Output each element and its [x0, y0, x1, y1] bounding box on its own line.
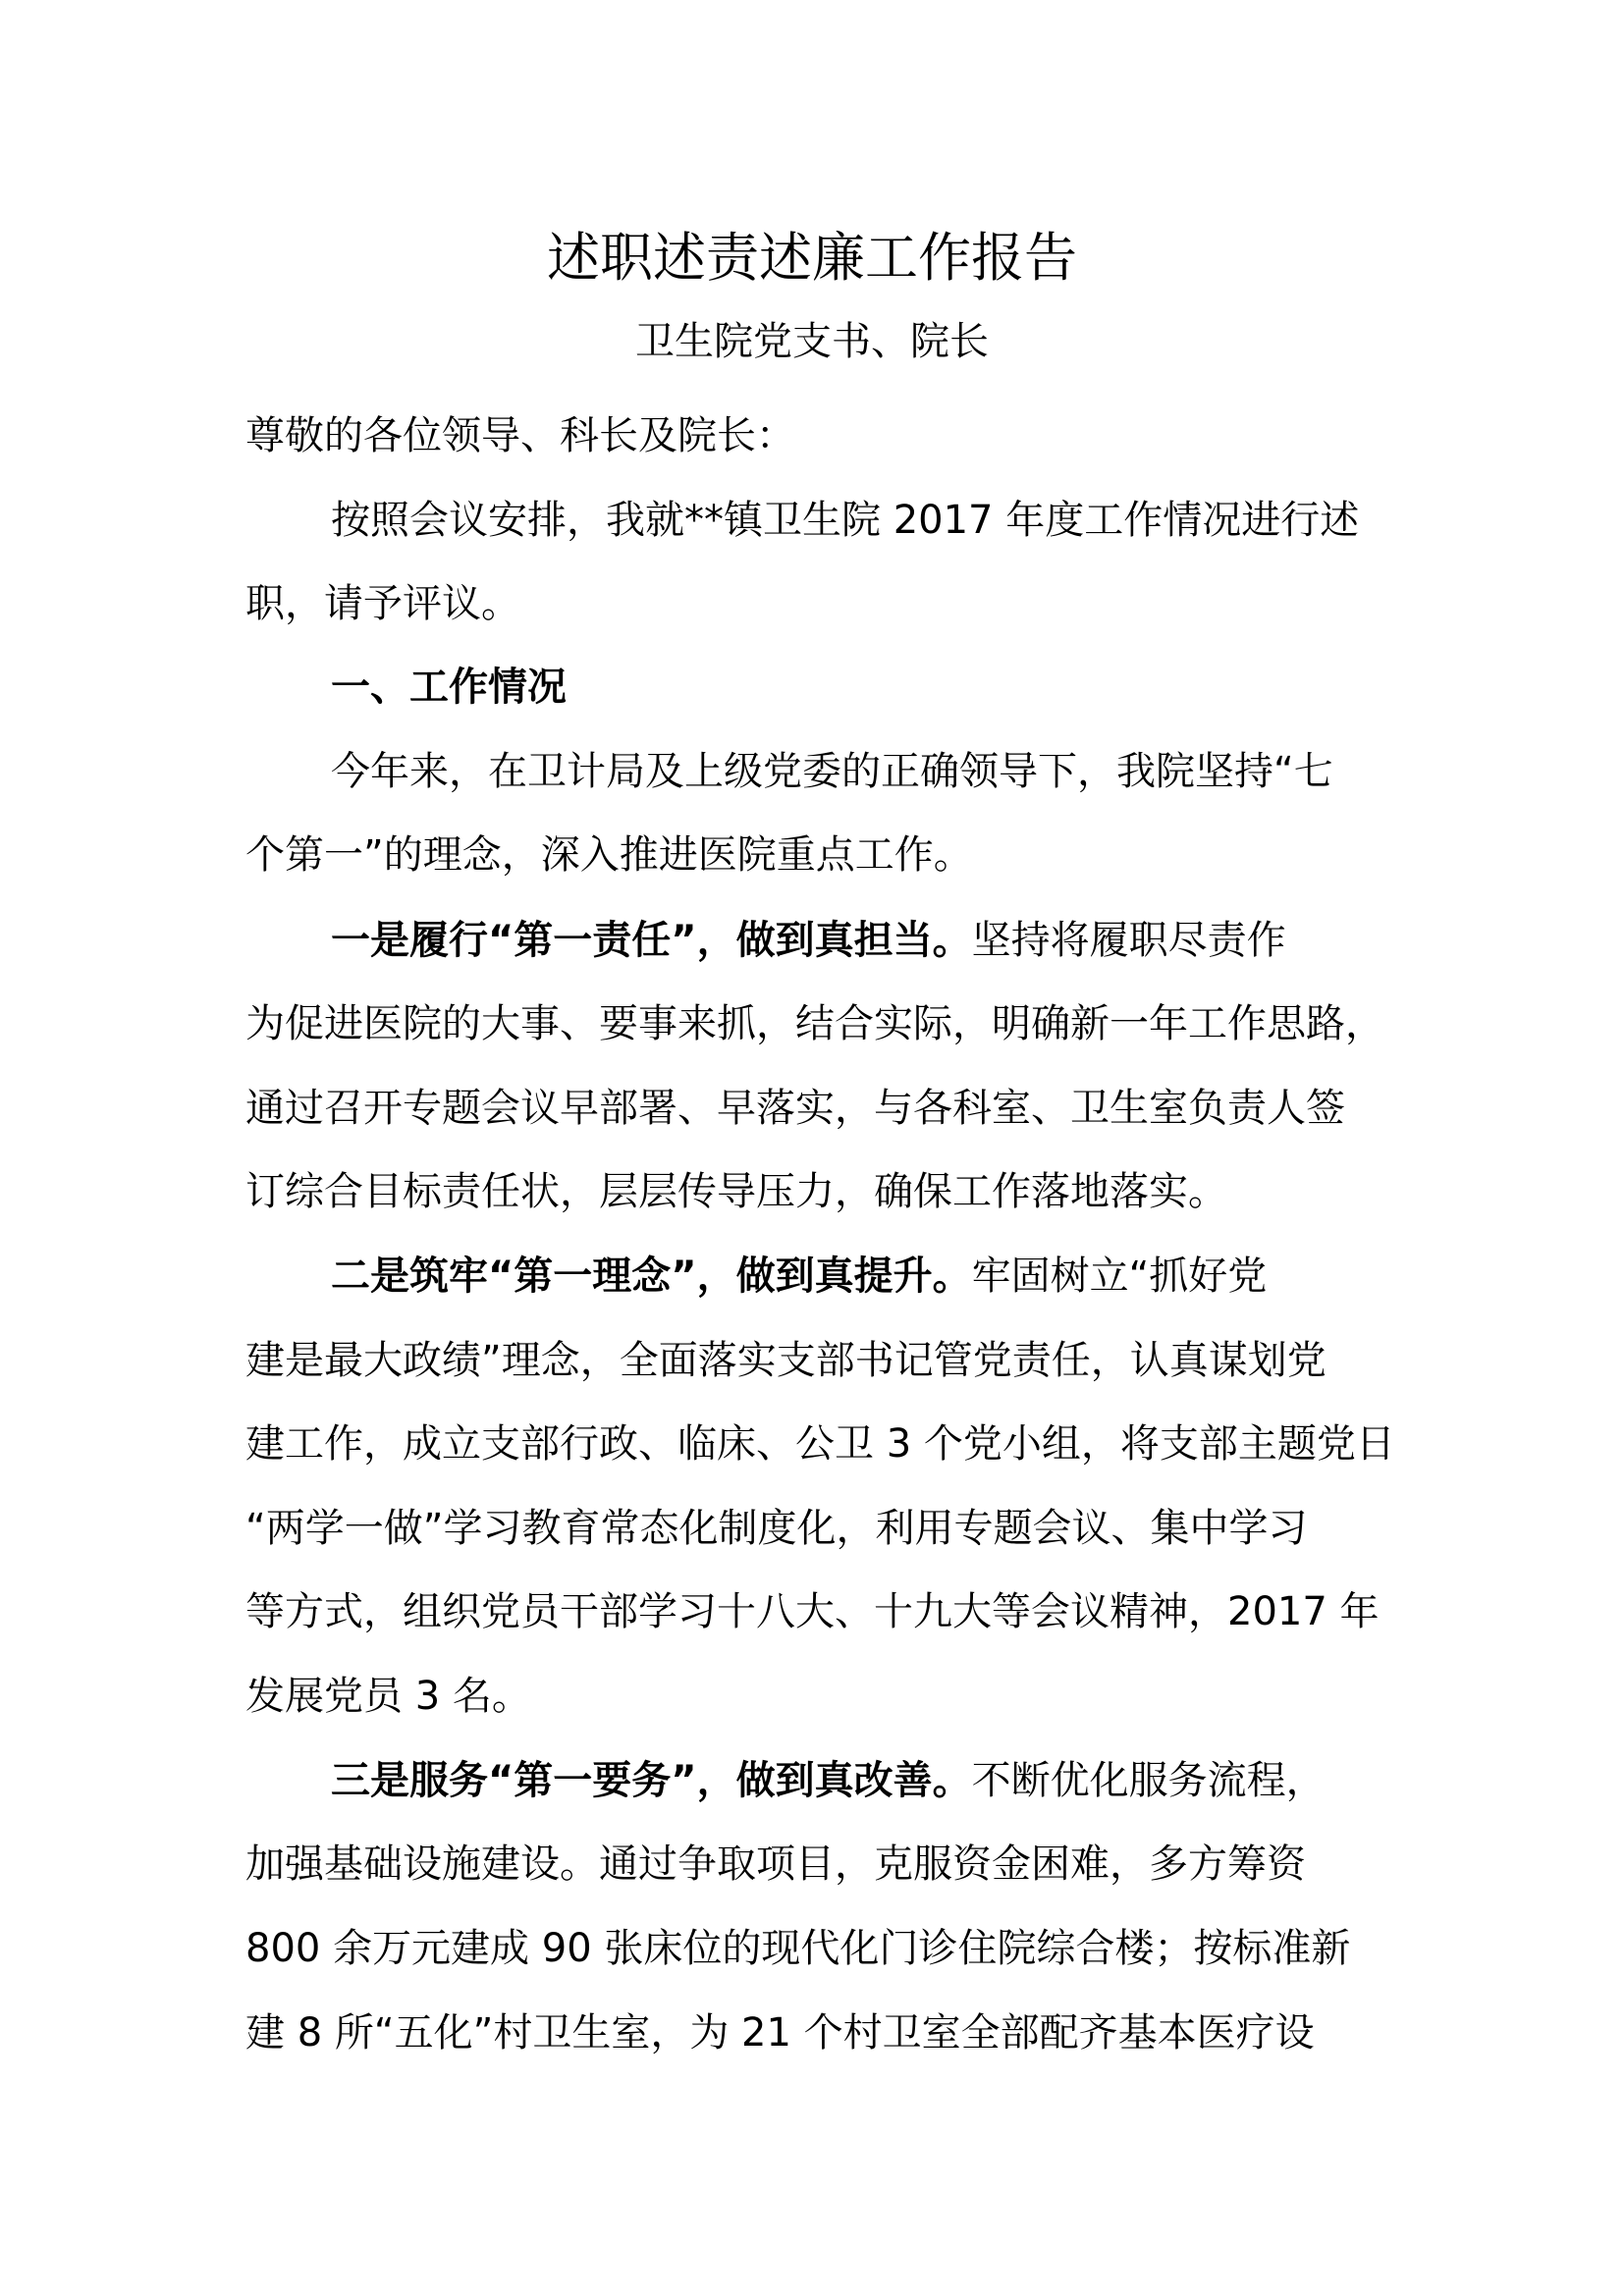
page-title: 述职述责述廉工作报告: [547, 227, 1077, 289]
item2-line-4: “两学一做”学习教育常态化制度化，利用专题会议、集中学习: [245, 1506, 1308, 1551]
item3-lead: 三是服务“第一要务”，做到真改善。: [331, 1758, 972, 1803]
item1-line-2: 为促进医院的大事、要事来抓，结合实际，明确新一年工作思路，: [245, 1001, 1384, 1046]
salutation: 尊敬的各位领导、科长及院长：: [245, 413, 795, 458]
item1-text: 坚持将履职尽责作: [971, 918, 1286, 963]
item3-first-line: [331, 1751, 1326, 1810]
item2-line-3: 建工作，成立支部行政、临床、公卫 3 个党小组，将支部主题党日: [245, 1421, 1395, 1467]
summary-line-2: 个第一”的理念，深入推进医院重点工作。: [245, 832, 973, 878]
item2-first-line: [331, 1247, 1267, 1306]
summary-line-1: 今年来，在卫计局及上级党委的正确领导下，我院坚持“七: [331, 749, 1333, 794]
item2-text: 牢固树立“抓好党: [971, 1254, 1268, 1299]
item3-text: 不断优化服务流程，: [971, 1758, 1326, 1803]
intro-line-2: 职，请予评议。: [245, 581, 520, 626]
item2-line-2: 建是最大政绩”理念，全面落实支部书记管党责任，认真谋划党: [245, 1338, 1326, 1383]
item1-line-3: 通过召开专题会议早部署、早落实，与各科室、卫生室负责人签: [245, 1086, 1345, 1131]
item1-line-4: 订综合目标责任状，层层传导压力，确保工作落地落实。: [245, 1169, 1227, 1214]
item1-first-line: [331, 911, 1286, 970]
item3-line-2: 加强基础设施建设。通过争取项目，克服资金困难，多方筹资: [245, 1842, 1306, 1887]
item2-line-5: 等方式，组织党员干部学习十八大、十九大等会议精神，2017 年: [245, 1589, 1380, 1634]
item2-line-6: 发展党员 3 名。: [245, 1674, 531, 1719]
item3-line-4: 建 8 所“五化”村卫生室，为 21 个村卫室全部配齐基本医疗设: [245, 2010, 1315, 2056]
author-position: 卫生院党支书、院长: [635, 319, 989, 364]
item1-lead: 一是履行“第一责任”，做到真担当。: [331, 918, 972, 963]
intro-line-1: 按照会议安排，我就**镇卫生院 2017 年度工作情况进行述: [331, 498, 1360, 543]
section-heading: 一、工作情况: [331, 665, 567, 710]
item2-lead: 二是筑牢“第一理念”，做到真提升。: [331, 1254, 972, 1299]
item3-line-3: 800 余万元建成 90 张床位的现代化门诊住院综合楼；按标准新: [245, 1926, 1351, 1971]
